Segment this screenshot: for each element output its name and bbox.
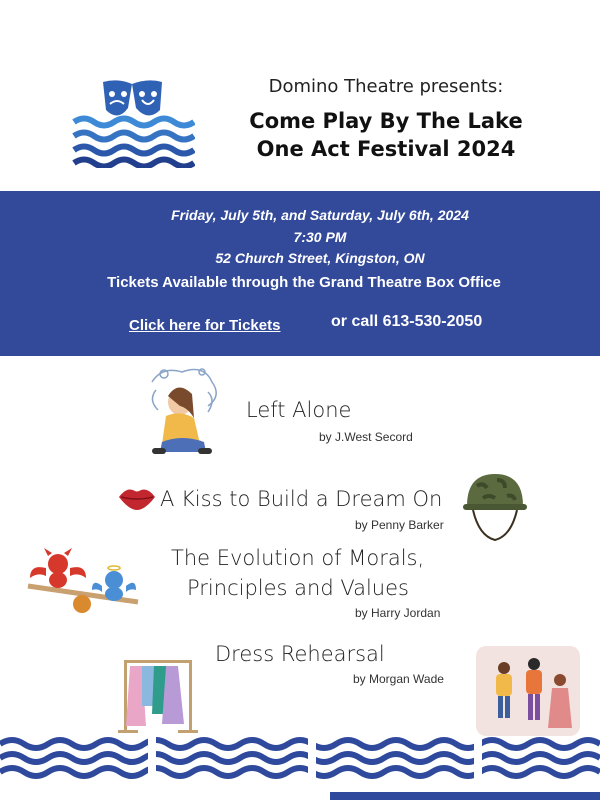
event-dates: Friday, July 5th, and Saturday, July 6th, 2024 [171, 207, 469, 223]
lips-icon [117, 484, 157, 512]
festival-title-line1: Come Play By The Lake [249, 109, 523, 133]
info-banner [0, 191, 600, 356]
header [200, 76, 572, 163]
tickets-info: Tickets Available through the Grand Theatre Box Office [107, 274, 501, 291]
call-phone-text: or call 613-530-2050 [331, 313, 483, 330]
play-title-evolution-line1: The Evolution of Morals, [171, 546, 425, 570]
event-address: 52 Church Street, Kingston, ON [215, 250, 425, 266]
play-title-left-alone: Left Alone [246, 398, 352, 422]
clothes-rack-icon [116, 656, 200, 736]
army-helmet-icon [463, 470, 527, 544]
play-author-dress-rehearsal: by Morgan Wade [353, 672, 444, 686]
actors-rehearsal-icon [476, 646, 580, 736]
event-time: 7:30 PM [293, 229, 347, 245]
wave-pattern [0, 736, 600, 800]
theatre-masks-logo [70, 78, 195, 168]
play-author-kiss: by Penny Barker [355, 518, 444, 532]
play-title-evolution-line2: Principles and Values [187, 576, 409, 600]
play-author-left-alone: by J.West Secord [319, 430, 413, 444]
sad-girl-icon [142, 362, 222, 458]
play-title-kiss: A Kiss to Build a Dream On [160, 487, 443, 511]
festival-title-line2: One Act Festival 2024 [256, 137, 516, 161]
tickets-link[interactable]: Click here for Tickets [129, 317, 281, 334]
presents-text: Domino Theatre presents: [268, 76, 504, 97]
devil-angel-seesaw-icon [22, 546, 142, 618]
play-title-dress-rehearsal: Dress Rehearsal [215, 642, 385, 666]
play-author-evolution: by Harry Jordan [355, 606, 441, 620]
